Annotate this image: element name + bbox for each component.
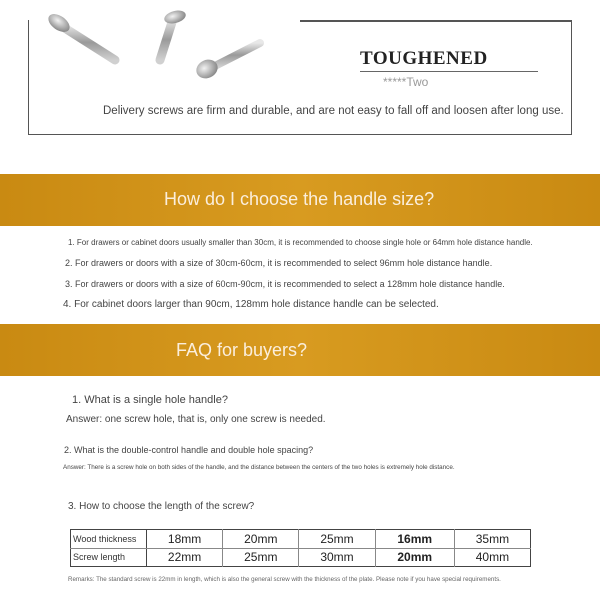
table-cell: 30mm: [299, 548, 375, 567]
faq-answer-2: Answer: There is a screw hole on both sides of the handle, and the distance between the centers of the two holes is extremely hole distance.: [63, 464, 455, 471]
faq-question-1: 1. What is a single hole handle?: [72, 394, 228, 406]
table-row-label: Wood thickness: [71, 530, 147, 549]
table-row: [71, 548, 531, 567]
size-tip-2: 2. For drawers or doors with a size of 30cm-60cm, it is recommended to select 96mm hole distance handle.: [65, 258, 493, 268]
size-tip-3: 3. For drawers or doors with a size of 60cm-90cm, it is recommended to select a 128mm hole distance handle.: [65, 279, 505, 289]
table-cell: 40mm: [475, 550, 510, 565]
size-tip-4: 4. For cabinet doors larger than 90cm, 128mm hole distance handle can be selected.: [63, 299, 439, 310]
screw-icon: [160, 8, 187, 60]
table-row: [71, 530, 531, 549]
faq-answer-1: Answer: one screw hole, that is, only one screw is needed.: [66, 414, 326, 425]
table-row-label: Screw length: [71, 548, 147, 567]
size-section-banner: [0, 174, 600, 226]
size-tip-1: 1. For drawers or cabinet doors usually smaller than 30cm, it is recommended to choose single hole or 64mm hole distance handle.: [68, 238, 533, 247]
table-cell: 22mm: [147, 548, 223, 567]
brand-subtitle: *****Two: [383, 75, 429, 89]
table-cell: 20mm: [223, 530, 299, 549]
faq-section-title: FAQ for buyers?: [176, 340, 308, 360]
brand-title: TOUGHENED: [360, 48, 488, 69]
screws-image: [45, 5, 285, 85]
table-cell: 18mm: [147, 530, 223, 549]
brand-underline: [360, 71, 538, 72]
delivery-description: Delivery screws are firm and durable, and are not easy to fall off and loosen after long use.: [103, 105, 564, 117]
screw-icon: [45, 10, 115, 60]
table-cell: 35mm: [454, 530, 530, 549]
table-cell: 25mm: [223, 548, 299, 567]
faq-question-2: 2. What is the double-control handle and double hole spacing?: [64, 445, 314, 455]
table-cell: 16mm: [375, 530, 454, 549]
table-cell: 25mm: [299, 530, 375, 549]
screw-length-table: [70, 529, 531, 567]
table-cell: 20mm: [375, 548, 454, 567]
screw-icon: [193, 43, 260, 82]
faq-section-banner: [0, 324, 600, 376]
header-card-top-line: [300, 20, 572, 22]
remarks-note: Remarks: The standard screw is 22mm in length, which is also the general screw with the thickness of the plate. Please note if you have special requirements.: [68, 576, 501, 583]
faq-question-3: 3. How to choose the length of the screw?: [68, 501, 255, 512]
size-section-title: How do I choose the handle size?: [164, 189, 435, 209]
